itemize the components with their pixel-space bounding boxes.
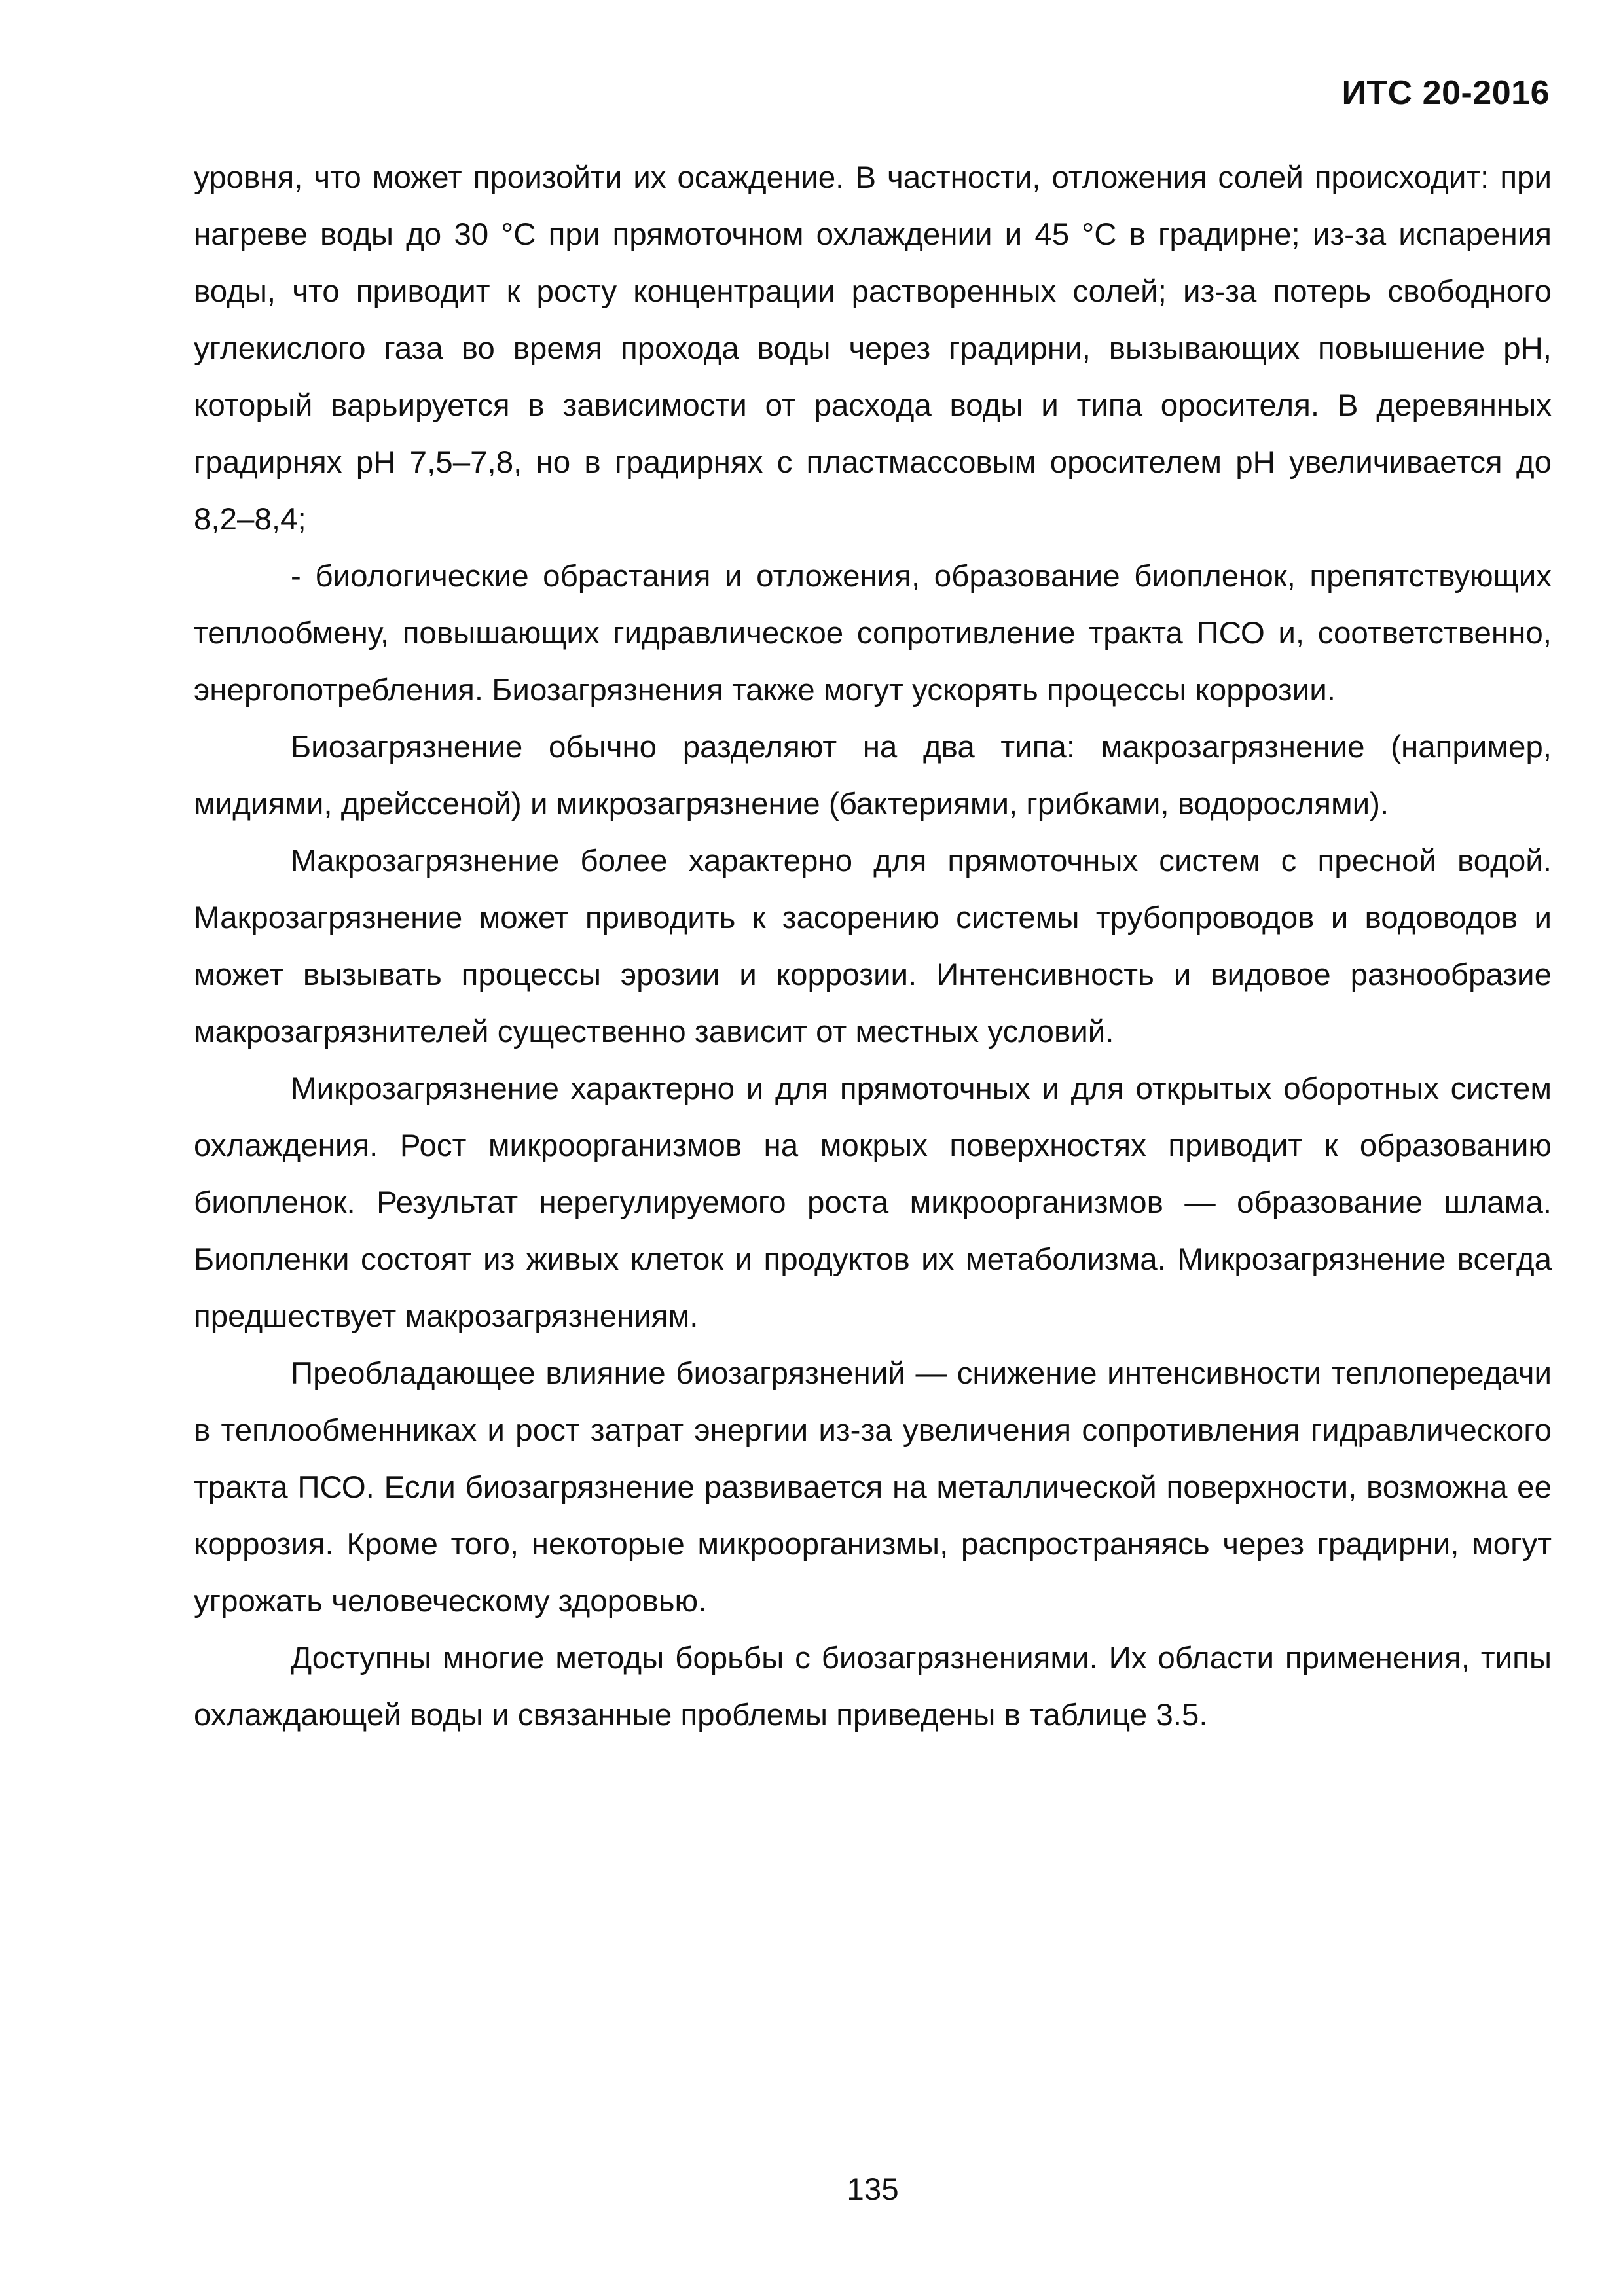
paragraph-bullet-biofouling: - биологические обрастания и отложения, образование биопленок, препятствующих теплообмену, повышающих гидравлическое сопротивление тракта ПСО и, соответственно, энергопотребления. Биозагрязнения также могут ускорять процессы коррозии.	[194, 559, 1552, 708]
paragraph-control-methods: Доступны многие методы борьбы с биозагрязнениями. Их области применения, типы охлаждающей воды и связанные проблемы приведены в таблице 3.5.	[194, 1641, 1552, 1732]
paragraph-microfouling: Микрозагрязнение характерно и для прямоточных и для открытых оборотных систем охлаждения. Рост микроорганизмов на мокрых поверхностях приводит к образованию биопленок. Результат нерегулируемого роста микроорганизмов — образование шлама. Биопленки состоят из живых клеток и продуктов их метаболизма. Микрозагрязнение всегда предшествует макрозагрязнениям.	[194, 1071, 1552, 1334]
paragraph-continuation: уровня, что может произойти их осаждение. В частности, отложения солей происходит: при нагреве воды до 30 °С при прямоточном охлаждении и 45 °С в градирне; из-за испарения воды, что приводит к росту концентрации растворенных солей; из-за потерь свободного углекислого газа во время прохода воды через градирни, вызывающих повышение рН, который варьируется в зависимости от расхода воды и типа оросителя. В деревянных градирнях рН 7,5–7,8, но в градирнях с пластмассовым оросителем рН увеличивается до 8,2–8,4;	[194, 160, 1552, 537]
paragraph-biofouling-impact: Преобладающее влияние биозагрязнений — снижение интенсивности теплопередачи в теплообменниках и рост затрат энергии из-за увеличения сопротивления гидравлического тракта ПСО. Если биозагрязнение развивается на металлической поверхности, возможна ее коррозия. Кроме того, некоторые микроорганизмы, распространяясь через градирни, могут угрожать человеческому здоровью.	[194, 1356, 1552, 1619]
document-body	[194, 149, 1552, 1744]
paragraph-biofouling-types: Биозагрязнение обычно разделяют на два типа: макрозагрязнение (например, мидиями, дрейссеной) и микрозагрязнение (бактериями, грибками, водорослями).	[194, 730, 1552, 821]
document-code-header: ИТС 20-2016	[1341, 74, 1550, 112]
paragraph-macrofouling: Макрозагрязнение более характерно для прямоточных систем с пресной водой. Макрозагрязнение может приводить к засорению системы трубопроводов и водоводов и может вызывать процессы эрозии и коррозии. Интенсивность и видовое разнообразие макрозагрязнителей существенно зависит от местных условий.	[194, 844, 1552, 1049]
page-number: 135	[847, 2172, 899, 2207]
